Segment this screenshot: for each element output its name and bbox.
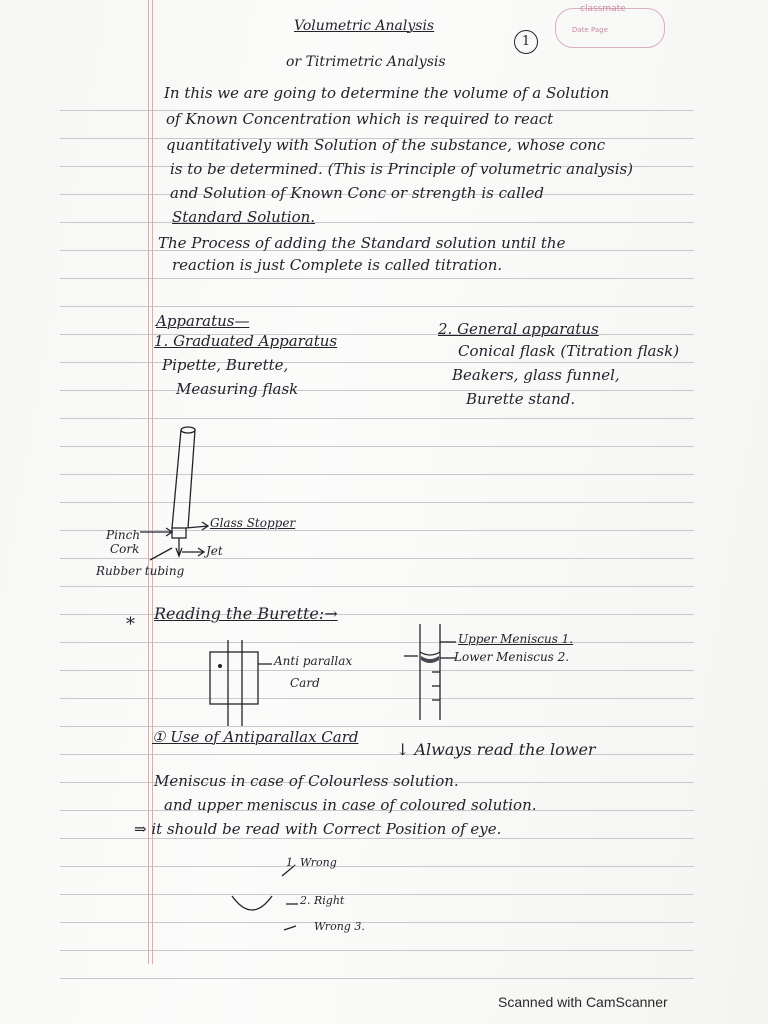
general-item: Conical flask (Titration flask) xyxy=(458,342,680,360)
intro-line: Standard Solution. xyxy=(172,208,316,226)
upper-meniscus-label: Upper Meniscus 1. xyxy=(458,632,574,646)
star-bullet: * xyxy=(126,614,135,635)
page-title: Volumetric Analysis xyxy=(294,18,435,34)
always-read-line: ↓ Always read the lower xyxy=(396,740,596,759)
intro-line: quantitatively with Solution of the substance, whose conc xyxy=(166,136,606,154)
eye-wrong-3: Wrong 3. xyxy=(314,920,365,933)
reading-line: ⇒ it should be read with Correct Position of eye. xyxy=(134,820,502,838)
eye-right-2: 2. Right xyxy=(300,894,345,907)
stamp-labels: Date Page xyxy=(572,26,608,34)
scanner-watermark: Scanned with CamScanner xyxy=(498,994,668,1010)
reading-line: and upper meniscus in case of coloured solution. xyxy=(164,796,537,814)
intro-line: and Solution of Known Conc or strength is called xyxy=(170,184,545,202)
use-card-heading: ① Use of Antiparallax Card xyxy=(152,728,359,746)
titration-line: reaction is just Complete is called titration. xyxy=(172,256,503,274)
graduated-item: Pipette, Burette, xyxy=(162,356,289,374)
reading-heading: Reading the Burette:→ xyxy=(154,604,338,623)
page-number: 1 xyxy=(514,30,538,54)
rubber-tubing-label: Rubber tubing xyxy=(96,564,185,578)
intro-line: In this we are going to determine the volume of a Solution xyxy=(164,84,610,102)
cork-label: Cork xyxy=(110,542,140,556)
antiparallax-label: Card xyxy=(290,676,320,690)
page-subtitle: or Titrimetric Analysis xyxy=(286,54,446,70)
antiparallax-label: Anti parallax xyxy=(274,654,353,668)
apparatus-heading: Apparatus— xyxy=(156,312,250,330)
general-item: Burette stand. xyxy=(466,390,576,408)
reading-line: Meniscus in case of Colourless solution. xyxy=(154,772,459,790)
intro-line: of Known Concentration which is required to react xyxy=(166,110,554,128)
eye-wrong-1: 1. Wrong xyxy=(286,856,337,869)
graduated-heading: 1. Graduated Apparatus xyxy=(154,332,338,350)
glass-stopper-label: Glass Stopper xyxy=(210,516,296,530)
intro-line: is to be determined. (This is Principle of volumetric analysis) xyxy=(170,160,634,178)
stamp-brand: classmate xyxy=(580,4,626,14)
pinch-label: Pinch xyxy=(106,528,141,542)
general-heading: 2. General apparatus xyxy=(438,320,599,338)
jet-label: Jet xyxy=(206,544,223,558)
lower-meniscus-label: Lower Meniscus 2. xyxy=(454,650,570,664)
titration-line: The Process of adding the Standard solution until the xyxy=(158,234,566,252)
general-item: Beakers, glass funnel, xyxy=(452,366,620,384)
graduated-item: Measuring flask xyxy=(176,380,299,398)
